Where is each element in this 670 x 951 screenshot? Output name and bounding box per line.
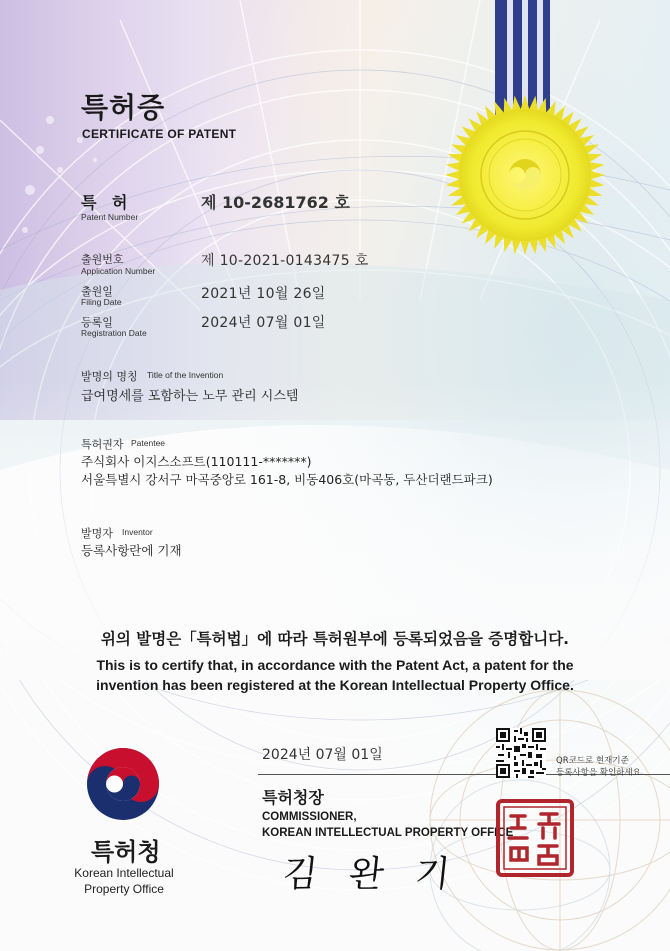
office-name-english-line2: Property Office [84,882,164,896]
certification-english-line2: invention has been registered at the Korean Intellectual Property Office. [96,677,574,693]
inventor-label-en: Inventor [122,527,153,537]
office-name-korean: 특허청 [91,838,161,866]
office-name-english-line1: Korean Intellectual [74,866,174,880]
filing-date-label: 출원일 [81,285,113,298]
commissioner-signature: 김 완 기 [280,854,463,895]
commissioner-title-english-line1: COMMISSIONER, [262,811,357,823]
patent-number-value: 제 10-2681762 호 [201,193,350,212]
kipo-logo-icon [86,747,160,821]
gold-seal [445,95,605,255]
issue-date: 2024년 07월 01일 [262,747,383,763]
commissioner-title-english-line2: KOREAN INTELLECTUAL PROPERTY OFFICE [262,827,514,839]
qr-note-line2: 등록사항을 확인하세요 [556,768,641,778]
invention-label: 발명의 명칭 [81,370,138,383]
patent-number-label: 특 허 [81,193,133,212]
inventor-label: 발명자 [81,527,113,540]
filing-date-label-en: Filing Date [81,297,122,307]
registration-date-label-en: Registration Date [81,328,147,338]
patentee-label: 특허권자 [81,438,124,451]
invention-title: 급여명세를 포함하는 노무 관리 시스템 [81,389,299,404]
qr-code-icon[interactable] [496,728,546,778]
certification-korean: 위의 발명은「특허법」에 따라 특허원부에 등록되었음을 증명합니다. [100,630,570,648]
filing-date-value: 2021년 10월 26일 [201,286,326,302]
patentee-address: 서울특별시 강서구 마곡중앙로 161-8, 비동406호(마곡동, 두산더랜드파크) [81,472,493,487]
application-number-label-en: Application Number [81,266,156,276]
application-number-label: 출원번호 [81,253,124,266]
title-english: CERTIFICATE OF PATENT [82,127,237,141]
patentee-label-en: Patentee [131,438,166,448]
registration-date-label: 등록일 [81,316,113,329]
commissioner-title-korean: 특허청장 [262,788,324,807]
official-stamp-icon [495,798,575,878]
qr-note-line1: QR코드로 현재기준 [556,756,629,766]
patent-number-label-en: Patent Number [81,212,139,222]
title-korean: 특허증 [81,91,166,124]
inventor-value: 등록사항란에 기재 [81,543,182,558]
patentee-name: 주식회사 이지스소프트(110111-*******) [81,454,312,469]
certification-english-line1: This is to certify that, in accordance with the Patent Act, a patent for the [96,657,574,673]
application-number-value: 제 10-2021-0143475 호 [201,253,369,269]
registration-date-value: 2024년 07월 01일 [201,315,326,331]
invention-label-en: Title of the Invention [147,370,224,380]
